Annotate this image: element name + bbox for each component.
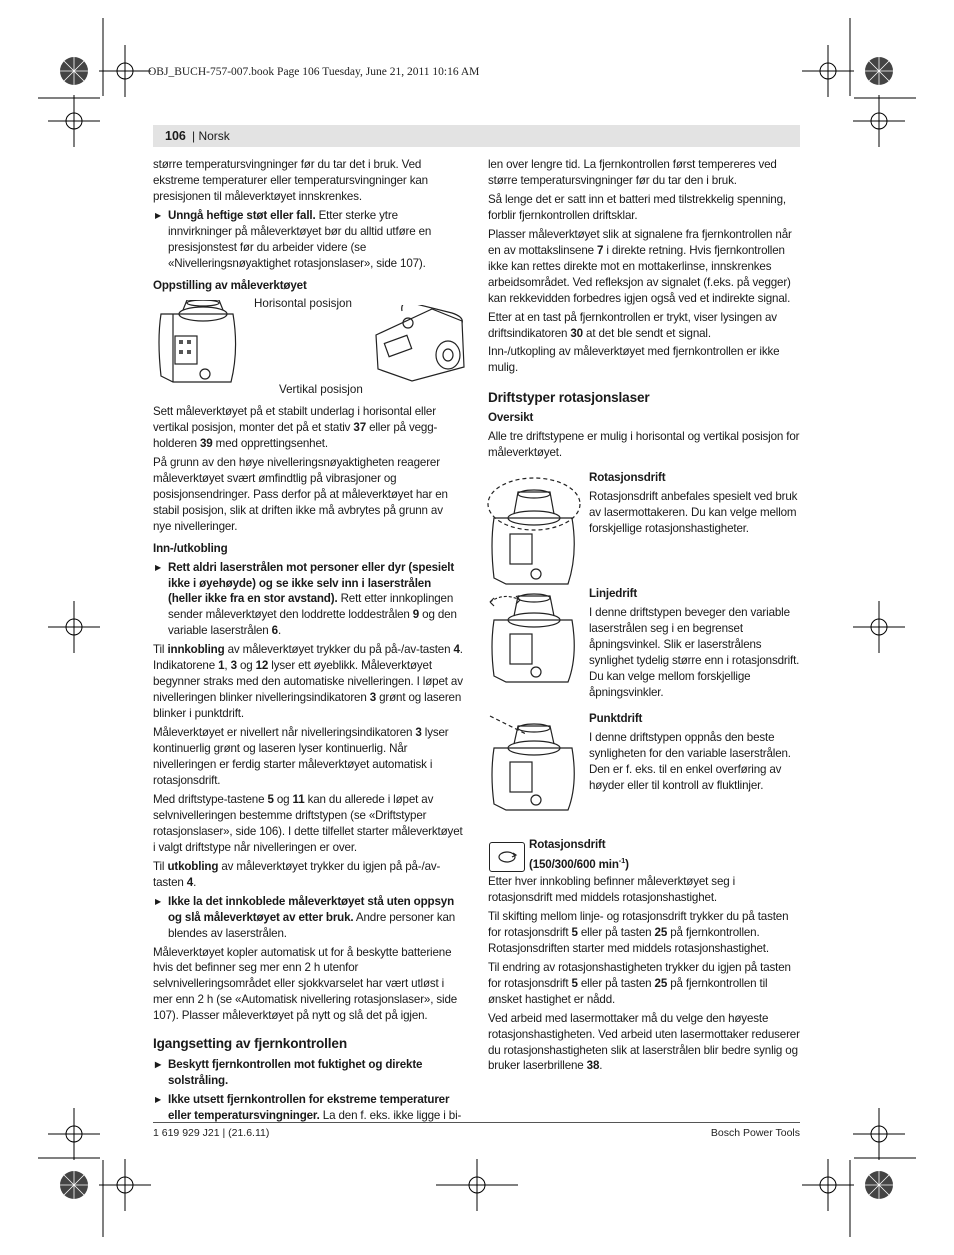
title-line2 — [529, 853, 729, 873]
label-vertical: Vertikal posisjon — [279, 383, 363, 396]
text: på fjernkontrollen. Rotasjonsdriften starter med middels rotasjonshastighet. — [488, 925, 769, 955]
text: Måleverktøyet er nivellert når nivelleringsindikatoren — [153, 726, 416, 740]
ref-number: 11 — [292, 792, 305, 806]
point-mode-figure — [486, 712, 582, 812]
text: Til skifting mellom linje- og rotasjonsdrift trykker du på tasten for rotasjonsdrift — [488, 909, 789, 939]
warning-bold: Unngå heftige støt eller fall. — [168, 208, 316, 222]
rotation-speed-title — [529, 837, 729, 873]
page-number: 106 — [165, 129, 186, 143]
warning-bullet — [153, 894, 464, 942]
ref-number: 3 — [415, 726, 422, 740]
paragraph: Alle tre driftstypene er mulig i horisontal og vertikal posisjon for måleverktøyet. — [488, 430, 800, 460]
print-slug: OBJ_BUCH-757-007.book Page 106 Tuesday, June 21, 2011 10:16 AM — [148, 66, 480, 78]
paragraph — [488, 960, 800, 1008]
ref-number: 6 — [271, 624, 278, 638]
paragraph — [488, 310, 800, 342]
text: eller på veggholderen — [153, 420, 438, 450]
section-name: | Norsk — [192, 129, 230, 143]
left-column — [153, 157, 464, 297]
paragraph — [153, 725, 464, 789]
footer-rule — [153, 1122, 800, 1123]
text: Til endring av rotasjonshastigheten trykker du igjen på tasten for rotasjonsdrift — [488, 960, 791, 990]
paragraph — [488, 909, 800, 957]
mode-description: I denne driftstypen oppnås den beste synligheten for den variable laserstrålen. Den er f. eks. til en enkel overføring av høyder eller til kontroll av fluktlinjer. — [589, 730, 791, 792]
ref-number: 4 — [186, 875, 194, 889]
rotation-mode-block — [589, 470, 801, 540]
paragraph — [153, 792, 464, 856]
paragraph — [153, 404, 464, 452]
ref-number: 25 — [654, 925, 668, 939]
paragraph — [153, 859, 464, 891]
paragraph: Inn-/utkopling av måleverktøyet med fjernkontrollen er ikke mulig. — [488, 345, 780, 375]
text: Rett etter innkoplingen sender måleverktøyet den loddrette loddestrålen — [168, 592, 454, 622]
text: med opprettingsenhet. — [212, 436, 328, 450]
mode-title-rotasjonsdrift: Rotasjonsdrift — [589, 471, 666, 484]
paragraph — [488, 1011, 800, 1075]
bold-term: utkobling — [167, 859, 219, 873]
page-header-bar — [153, 125, 800, 147]
text: ) — [625, 857, 629, 871]
text: lyser kontinuerlig grønt og laseren lyser kontinuerlig. Når nivelleringen er ferdig starter måleverktøyet automatisk i rotasjonsdrift. — [153, 726, 449, 787]
paragraph: Etter hver innkobling befinner måleverktøyet seg i rotasjonsdrift med middels rotasjonshastighet. — [488, 875, 736, 904]
paragraph: Så lenge det er satt inn et batteri med tilstrekkelig spenning, forblir fjernkontrollen driftsklar. — [488, 192, 786, 222]
point-mode-block — [589, 711, 801, 797]
paragraph: len over lengre tid. La fjernkontrollen først tempereres ved større temperatursvingninger før du tar den i bruk. — [488, 158, 777, 187]
footer-left: 1 619 929 J21 | (21.6.11) — [153, 1127, 270, 1139]
right-column — [488, 157, 800, 464]
text: Plasser måleverktøyet slik at signalene fra fjernkontrollen når en av mottakslinsene — [488, 227, 792, 257]
ref-number: 9 — [412, 608, 420, 622]
text: lyser ett øyeblikk. Måleverktøyet begynner straks med den automatiske nivelleringen. I løpet av nivelleringen blinker nivelleringsindikatoren — [153, 659, 463, 705]
text: . — [277, 624, 282, 638]
subheading-inn-utkobling: Inn-/utkobling — [153, 541, 228, 555]
section-label: Norsk — [198, 129, 230, 143]
rotation-arrow-icon — [490, 843, 524, 871]
text: av måleverktøyet trykker du på på-/av-tasten — [224, 643, 454, 657]
text: Med driftstype-tastene — [153, 792, 268, 806]
paragraph — [488, 227, 800, 307]
text: Til — [153, 643, 168, 657]
text: Etter at en tast på fjernkontrollen er trykt, viser lysingen av driftsindikatoren — [488, 310, 777, 340]
heading-igangsetting: Igangsetting av fjernkontrollen — [153, 1036, 347, 1052]
text: eller på tasten — [577, 976, 655, 990]
paragraph: Måleverktøyet kopler automatisk ut for å beskytte batteriene hvis det befinner seg mer enn 2 h utenfor selvnivelleringsområdet eller sjokkvarselet har vært utløst i mer enn 2 h (se «Automatisk nivellering rotasjonslaser», side 107). Plasser måleverktøyet på nytt og slå det på igjen. — [153, 945, 458, 1023]
paragraph: På grunn av den høye nivelleringsnøyaktigheten reagerer måleverktøyet svært ømfindtlig på vibrasjoner og posisjonsendringer. Pass derfor på at måleverktøyet har en stabil posisjon, slik at driften ikke må avbrytes på grunn av nye nivelleringer. — [153, 455, 448, 533]
device-vertical-figure — [372, 305, 468, 383]
ref-number: 38 — [586, 1059, 600, 1073]
text: Sett måleverktøyet på et stabilt underlag i horisontal eller vertikal posisjon, monter det på et stativ — [153, 405, 436, 434]
line-mode-block — [589, 586, 801, 704]
superscript: -1 — [618, 855, 626, 865]
warning-bold: Rett aldri laserstrålen mot personer eller dyr (spesielt ikke i øyehøyde) og se ikke selv inn i laserstrålen (heller ikke fra en stor avstand). — [168, 560, 455, 606]
warning-bold: Ikke utsett fjernkontrollen for ekstreme temperaturer eller temperatursvingninger. — [168, 1093, 450, 1123]
text: Ved arbeid med lasermottaker må du velge den høyeste rotasjonshastigheten. Ved arbeid uten lasermottaker reduserer du rotasjonshastigheten slik at laserstrålen blir bedre synlig og bruker laserbrillene — [488, 1011, 800, 1073]
footer-right: Bosch Power Tools — [710, 1127, 800, 1139]
subheading-oversikt: Oversikt — [488, 411, 534, 425]
text: Andre personer kan blendes av laserstrålen. — [168, 910, 456, 940]
mode-title-punktdrift: Punktdrift — [589, 712, 643, 725]
text: og — [273, 792, 293, 806]
ref-number: 37 — [353, 420, 367, 434]
text: Til — [153, 859, 168, 873]
text: og — [236, 659, 256, 673]
ref-number: 3 — [230, 659, 237, 673]
text: og den variable laserstrålen — [168, 608, 457, 638]
ref-number: 7 — [596, 243, 604, 257]
ref-number: 39 — [200, 436, 213, 450]
rotation-mode-figure — [486, 474, 582, 586]
right-column-lower — [488, 874, 800, 1077]
left-column-cont — [153, 404, 464, 1127]
ref-number: 25 — [654, 976, 668, 990]
heading-driftstyper: Driftstyper rotasjonslaser — [488, 390, 650, 406]
text: La den f. eks. ikke ligge i bi- — [319, 1109, 462, 1123]
mode-title-linjedrift: Linjedrift — [589, 587, 638, 600]
label-horizontal: Horisontal posisjon — [254, 297, 352, 310]
warning-bullet — [153, 208, 464, 272]
ref-number: 3 — [369, 691, 377, 705]
ref-number: 5 — [571, 925, 578, 939]
bold-term: innkobling — [167, 643, 225, 657]
paragraph: større temperatursvingninger før du tar det i bruk. Ved ekstreme temperaturer eller temperatursvingninger kan presisjonen til måleverktøyet innskrenkes. — [153, 158, 428, 203]
warning-bullet: ▶ Beskytt fjernkontrollen mot fuktighet og direkte solstråling. — [153, 1057, 464, 1089]
text: at det ble sendt et signal. — [582, 326, 711, 340]
paragraph — [153, 642, 464, 722]
mode-description: I denne driftstypen beveger den variable laserstrålen seg i en begrenset åpningsvinkel. Slik er laserstrålens synlighet tydelig større enn i rotasjonsdrift. Du kan velge mellom forskjellige åpningsvinkler. — [589, 605, 800, 699]
text: på fjernkontrollen til ønsket hastighet er nådd. — [488, 976, 768, 1006]
text: . — [193, 875, 197, 889]
text: eller på tasten — [577, 925, 655, 939]
text: kan du allerede i løpet av selvnivelleringen bestemme driftstypen (se «Driftstyper rotasjonslaser», side 106). I dette tilfellet starter måleverktøyet i valgt driftstype når nivelleringen er over. — [153, 792, 463, 854]
device-horizontal-figure — [153, 300, 243, 386]
subheading-oppstilling: Oppstilling av måleverktøyet — [153, 278, 307, 292]
text: av måleverktøyet trykker du igjen på på-/av-tasten — [153, 859, 441, 889]
text: (150/300/600 min — [529, 857, 619, 871]
warning-text: Etter sterke ytre innvirkninger på måleverktøyet bør du alltid utføre en presisjonstest før du arbeider videre (se «Nivelleringsnøyaktighet rotasjonslaser», side 107). — [168, 208, 432, 270]
warning-bullet — [153, 560, 464, 640]
ref-number: 12 — [255, 659, 269, 673]
text: . — [599, 1059, 603, 1073]
text: i direkte retning. Hvis fjernkontrollen ikke kan rettes direkte mot en mottakerlinse, innskrenkes arbeidsområdet. Ved refleksjon av signalet (f.eks. på vegger) kan rekkevidden forbedres igjen også ved et indirekte signal. — [488, 243, 791, 305]
warning-bold: Ikke la det innkoblede måleverktøyet stå uten oppsyn og slå måleverktøyet av etter bruk. — [168, 894, 455, 924]
warning-bullet — [153, 1092, 464, 1124]
ref-number: 4 — [453, 643, 460, 657]
ref-number: 5 — [267, 792, 274, 806]
rotation-key-icon — [489, 842, 525, 872]
text: . Indikatorene — [153, 643, 463, 673]
text: grønt og laseren blinker i punktdrift. — [153, 691, 462, 721]
title-line1: Rotasjonsdrift — [529, 838, 606, 851]
ref-number: 30 — [570, 326, 583, 340]
text: , — [224, 659, 231, 673]
ref-number: 5 — [571, 976, 578, 990]
ref-number: 1 — [218, 659, 225, 673]
mode-description: Rotasjonsdrift anbefales spesielt ved bruk av lasermottakeren. Du kan velge mellom forskjellige rotasjonshastigheter. — [589, 489, 798, 535]
line-mode-figure — [486, 590, 582, 684]
